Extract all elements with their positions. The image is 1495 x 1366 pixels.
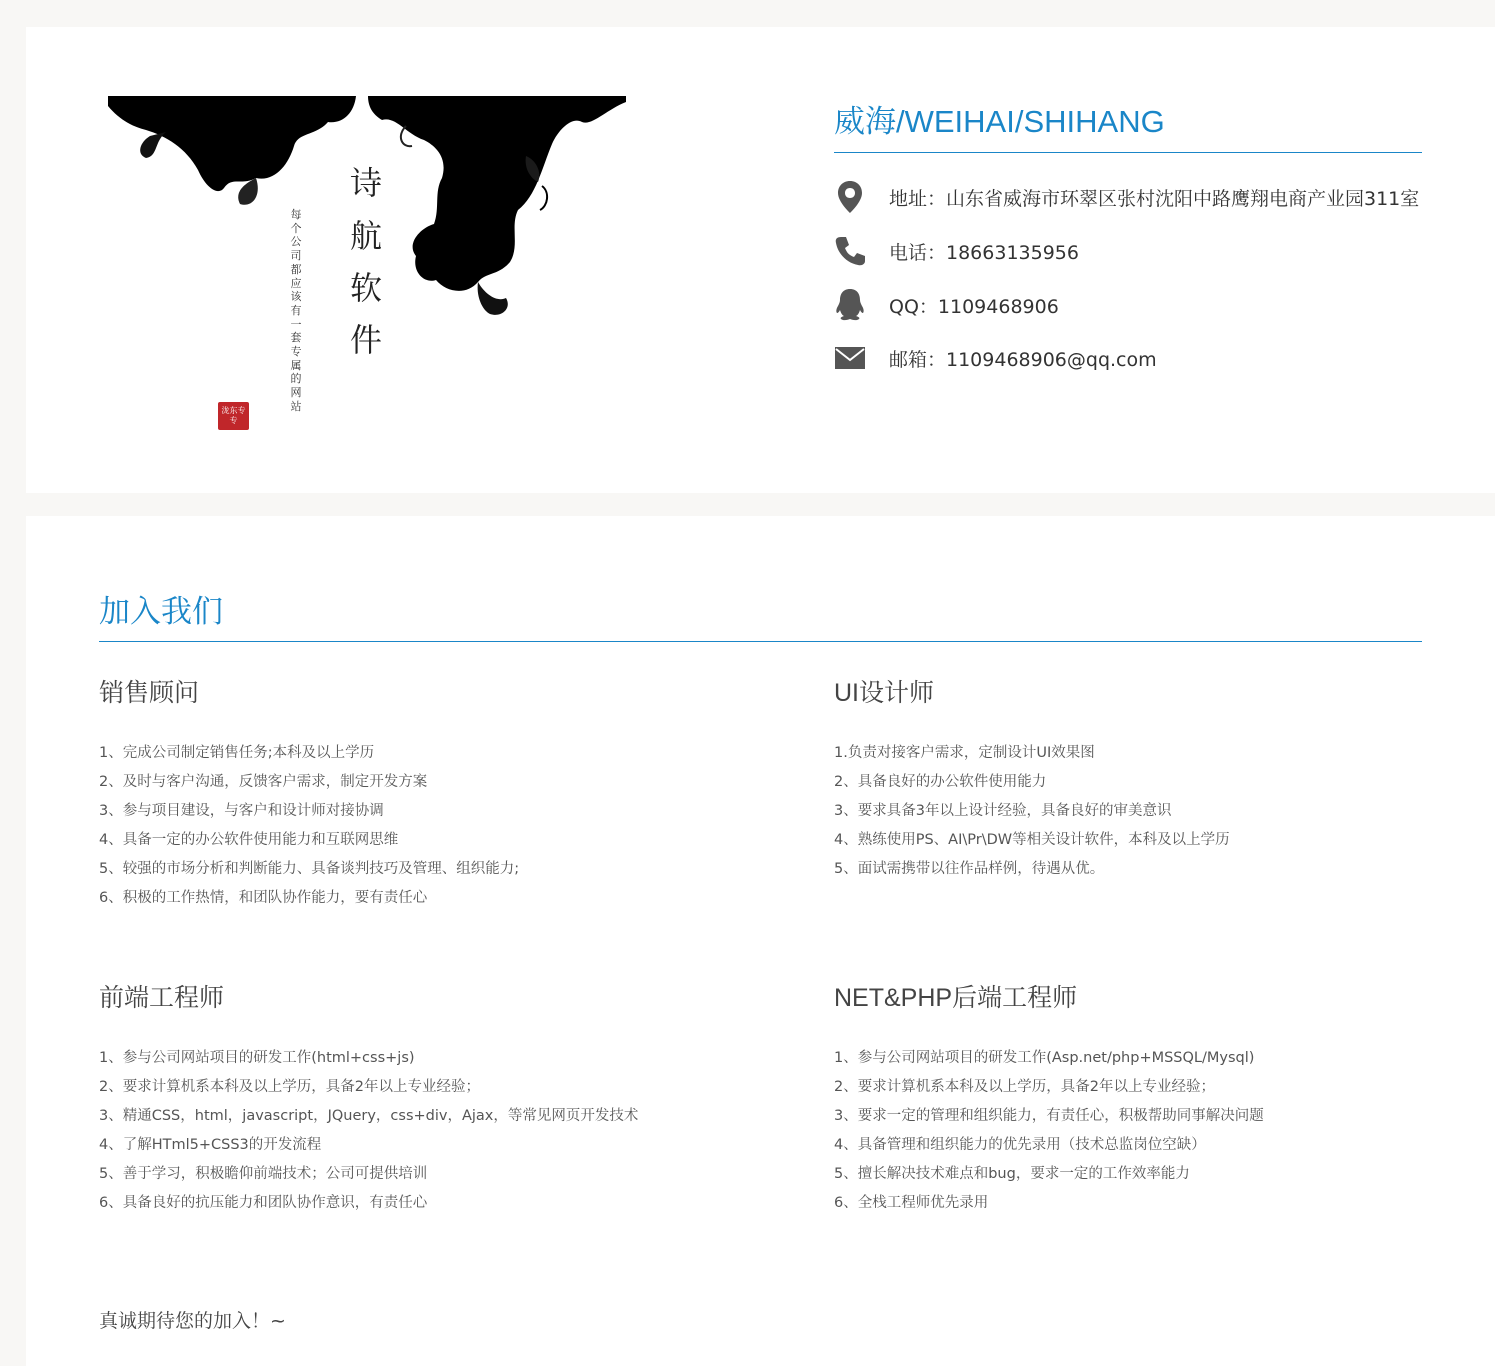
contact-phone-row (834, 231, 1474, 271)
join-us-title: 加入我们 (99, 594, 223, 630)
list-item: 4、具备一定的办公软件使用能力和互联网思维 (99, 832, 399, 848)
job-ui-designer (834, 673, 1454, 884)
list-item: 2、及时与客户沟通，反馈客户需求，制定开发方案 (99, 774, 428, 790)
list-item: 4、了解HTml5+CSS3的开发流程 (99, 1137, 322, 1153)
red-seal-stamp: 泷东专专 (218, 402, 249, 430)
job-requirements-list (834, 739, 1454, 884)
contact-phone: 电话：18663135956 (889, 241, 1079, 264)
list-item: 5、善于学习，积极瞻仰前端技术；公司可提供培训 (99, 1166, 428, 1182)
list-item: 4、具备管理和组织能力的优先录用（技术总监岗位空缺） (834, 1137, 1206, 1153)
list-item: 5、面试需携带以往作品样例，待遇从优。 (834, 861, 1105, 877)
list-item: 3、要求具备3年以上设计经验，具备良好的审美意识 (834, 803, 1172, 819)
phone-icon (834, 234, 866, 268)
job-frontend-engineer (99, 978, 719, 1218)
ink-brand-image (106, 96, 626, 441)
job-title: UI设计师 (834, 679, 935, 707)
list-item: 1.负责对接客户需求，定制设计UI效果图 (834, 745, 1095, 761)
brand-char-4: 件 (349, 321, 382, 359)
job-requirements-list (99, 1044, 719, 1218)
map-pin-icon (834, 180, 866, 214)
brand-char-3: 软 (349, 269, 382, 307)
qq-icon (834, 288, 866, 322)
list-item: 3、要求一定的管理和组织能力，有责任心，积极帮助同事解决问题 (834, 1108, 1264, 1124)
contact-card (26, 27, 1495, 493)
list-item: 6、积极的工作热情，和团队协作能力，要有责任心 (99, 890, 428, 906)
job-backend-engineer (834, 978, 1454, 1218)
list-item: 1、参与公司网站项目的研发工作(html+css+js) (99, 1050, 415, 1066)
list-item: 1、完成公司制定销售任务;本科及以上学历 (99, 745, 375, 761)
list-item: 1、参与公司网站项目的研发工作(Asp.net/php+MSSQL/Mysql) (834, 1050, 1255, 1066)
contact-email: 邮箱：1109468906@qq.com (889, 348, 1157, 371)
contact-qq: QQ：1109468906 (889, 295, 1059, 318)
closing-message: 真诚期待您的加入！~ (99, 1310, 286, 1332)
job-requirements-list (99, 739, 719, 913)
contact-address-row (834, 177, 1474, 217)
list-item: 2、具备良好的办公软件使用能力 (834, 774, 1047, 790)
contact-title: 威海/WEIHAI/SHIHANG (834, 104, 1165, 139)
list-item: 5、较强的市场分析和判断能力、具备谈判技巧及管理、组织能力; (99, 861, 520, 877)
brand-char-1: 诗 (349, 164, 382, 202)
list-item: 5、擅长解决技术难点和bug，要求一定的工作效率能力 (834, 1166, 1190, 1182)
list-item: 3、参与项目建设，与客户和设计师对接协调 (99, 803, 384, 819)
list-item: 2、要求计算机系本科及以上学历，具备2年以上专业经验； (99, 1079, 480, 1095)
brand-slogan: 每个公司都应该有一套专属的网站 (290, 208, 302, 413)
mail-icon (834, 341, 866, 375)
join-us-card (26, 516, 1495, 1366)
list-item: 3、精通CSS，html，javascript，JQuery，css+div，Ajax，等常见网页开发技术 (99, 1108, 639, 1124)
contact-divider (834, 152, 1422, 153)
job-title: NET&PHP后端工程师 (834, 984, 1078, 1012)
contact-address: 地址：山东省威海市环翠区张村沈阳中路鹰翔电商产业园311室 (889, 187, 1420, 210)
list-item: 2、要求计算机系本科及以上学历，具备2年以上专业经验； (834, 1079, 1215, 1095)
job-requirements-list (834, 1044, 1454, 1218)
join-divider (99, 641, 1422, 642)
brand-char-2: 航 (349, 217, 382, 255)
list-item: 4、熟练使用PS、AI\Pr\DW等相关设计软件，本科及以上学历 (834, 832, 1230, 848)
list-item: 6、全栈工程师优先录用 (834, 1195, 989, 1211)
job-title: 销售顾问 (99, 679, 200, 707)
contact-qq-row (834, 285, 1474, 325)
contact-email-row (834, 338, 1474, 378)
list-item: 6、具备良好的抗压能力和团队协作意识，有责任心 (99, 1195, 428, 1211)
job-title: 前端工程师 (99, 984, 225, 1012)
job-sales-consultant (99, 673, 719, 913)
